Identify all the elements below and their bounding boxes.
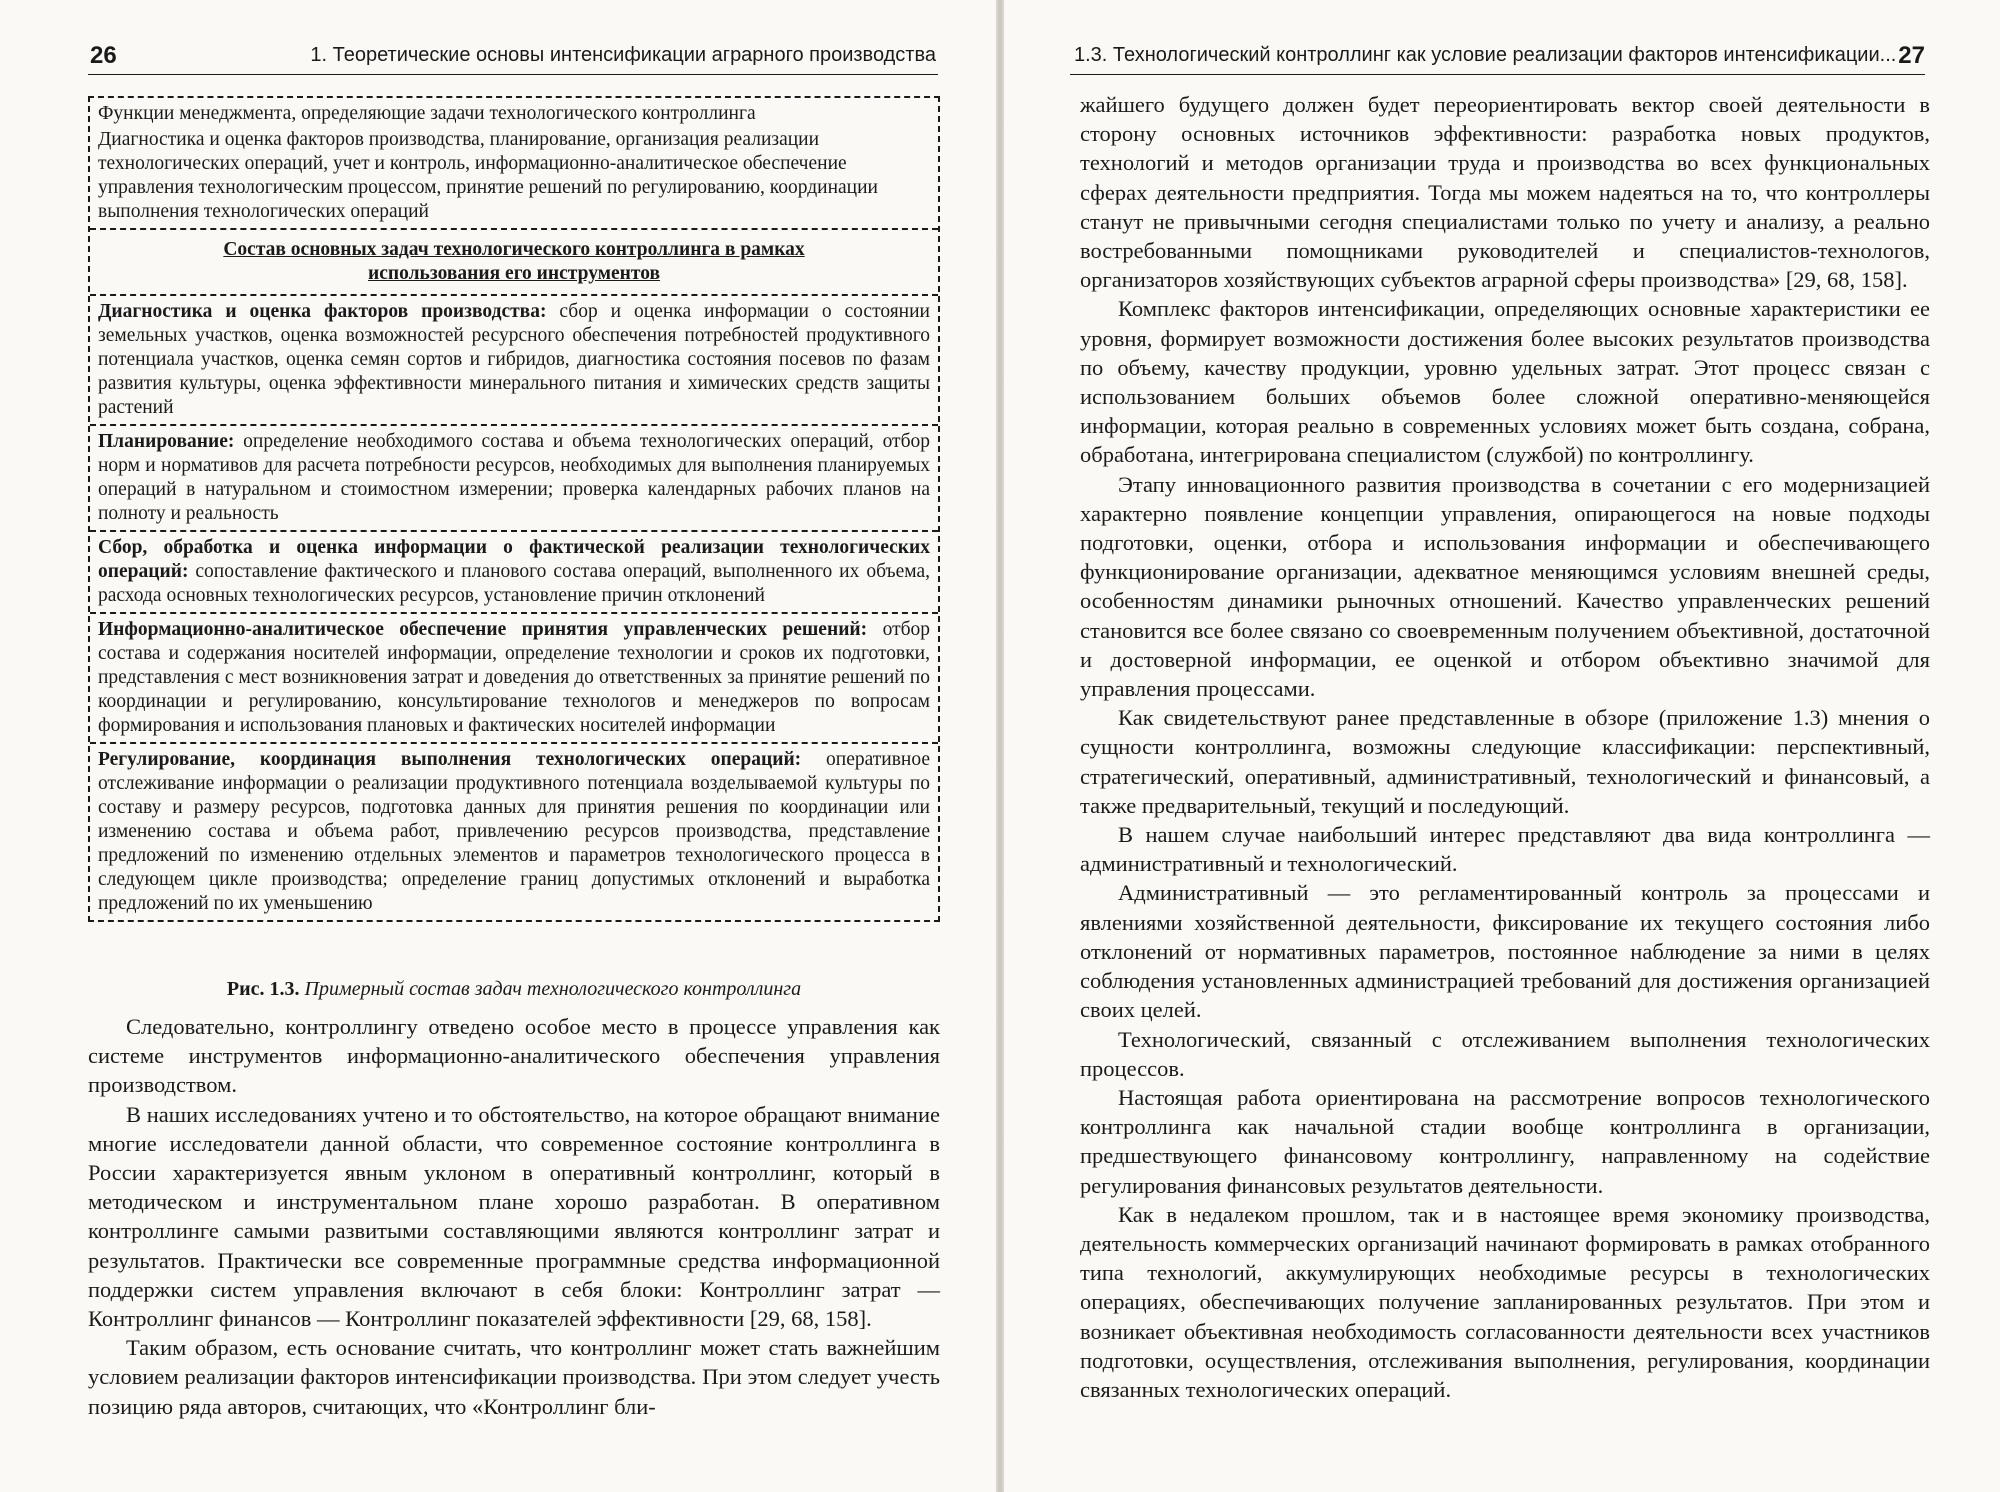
figure-caption-text: Примерный состав задач технологического контроллинга xyxy=(304,978,802,1000)
paragraph: Технологический, связанный с отслеживанием выполнения технологических процессов. xyxy=(1080,1026,1930,1081)
paragraph: Комплекс факторов интенсификации, определяющих основные характеристики ее уровня, формирует возможности достижения более высоких результатов производства по объему, качеству продукции, уровню удельных затрат. Этот процесс связан с использованием больших объемов более сложной оперативно-меняющейся информации, которая реально в современных условиях может быть создана, собрана, обработана, интегрирована специалистом (службой) по контроллингу. xyxy=(1080,296,1930,468)
header-rule xyxy=(1070,74,1925,75)
paragraph: Настоящая работа ориентирована на рассмотрение вопросов технологического контроллинга как начальной стадии вообще контроллинга в организации, предшествующего финансовому контроллингу, направленному на содействие регулирования финансовых результатов деятельности. xyxy=(1080,1084,1930,1198)
figure-caption xyxy=(88,978,940,1001)
task-item-head: Информационно-аналитическое обеспечение принятия управленческих решений: xyxy=(98,619,868,640)
task-item-text: оперативное отслеживание информации о реализации продуктивного потенциала возделываемой культуры по составу и размеру ресурсов, подготовка данных для принятия решения по координации или изменению состава и объема работ, привлечению ресурсов производства, представление предложений по изменению отдельных элементов и параметров технологического процесса в следующем цикле производства; определение границ допустимых отклонений и выработка предложений по их уменьшению xyxy=(98,749,930,914)
task-item-text: сопоставление фактического и планового состава операций, выполненного их объема, расхода основных технологических ресурсов, установление причин отклонений xyxy=(98,561,930,606)
task-item xyxy=(90,426,938,532)
paragraph: Административный — это регламентированный контроль за процессами и явлениями хозяйственной деятельности, фиксирование их текущего состояния либо отклонений от нормативных параметров, постоянное наблюдение за ними в целях соблюдения установленных администрацией требований для достижения организацией своих целей. xyxy=(1080,880,1930,1023)
task-item xyxy=(90,532,938,614)
right-page xyxy=(1004,0,2000,1492)
right-body-text xyxy=(1080,90,1930,1404)
paragraph: Как свидетельствуют ранее представленные в обзоре (приложение 1.3) мнения о сущности контроллинга, возможны следующие классификации: перспективный, стратегический, оперативный, административный, технологический и финансовый, а также предварительный, текущий и последующий. xyxy=(1080,705,1930,818)
header-rule xyxy=(88,74,938,75)
book-gutter xyxy=(996,0,1004,1492)
task-item xyxy=(90,296,938,426)
paragraph: Таким образом, есть основание считать, что контроллинг может стать важнейшим условием реализации факторов интенсификации производства. При этом следует учесть позицию ряда авторов, считающих, что «Контроллинг бли- xyxy=(88,1335,940,1419)
paragraph: жайшего будущего должен будет переориентировать вектор своей деятельности в сторону основных источников эффективности: разработка новых продуктов, технологий и методов организации труда и производства во всех функциональных сферах деятельности предприятия. Тогда мы можем надеяться на то, что контроллеры станут не привычными сегодня специалистами только по учету и анализу, а реально востребованными помощниками руководителей и специалистов-технологов, организаторов хозяйствующих субъектов аграрной сферы производства» [29, 68, 158]. xyxy=(1080,92,1930,293)
task-item xyxy=(90,614,938,744)
task-item-text: сбор и оценка информации о состоянии земельных участков, оценка возможностей ресурсного обеспечения потребностей продуктивного потенциала участков, оценка семян сортов и гибридов, диагностика состояния посевов по фазам развития культуры, оценка эффективности минерального питания и химических средств защиты растений xyxy=(98,301,930,418)
left-body-text xyxy=(88,1012,940,1421)
paragraph: Следовательно, контроллингу отведено особое место в процессе управления как системе инструментов информационно-аналитического обеспечения управления производством. xyxy=(88,1014,940,1098)
left-page xyxy=(0,0,996,1492)
paragraph: Этапу инновационного развития производства в сочетании с его модернизацией характерно появление концепции управления, опирающегося на новые подходы подготовки, оценки, отбора и использования информации и обеспечивающего функционирование организации, адекватное меняющимся условиям внешней среды, особенностям динамики рыночных отношений. Качество управленческих решений становится все более связано со своевременным получением объективной, достаточной и достоверной информации, ее оценкой и отбором объективно значимой для управления процессами. xyxy=(1080,471,1930,702)
task-item-head: Диагностика и оценка факторов производства: xyxy=(98,301,547,322)
functions-section xyxy=(90,98,938,230)
task-item-head: Планирование: xyxy=(98,431,235,452)
paragraph: В наших исследованиях учтено и то обстоятельство, на которое обращают внимание многие исследователи данной области, что современное состояние контроллинга в России характеризуется явным уклоном в оперативный контроллинг, который в методическом и инструментальном плане хорошо разработан. В оперативном контроллинге самыми развитыми составляющими являются контроллинг затрат и результатов. Практически все современные программные средства информационной поддержки систем управления включают в себя блоки: Контроллинг затрат — Контроллинг финансов — Контроллинг показателей эффективности [29, 68, 158]. xyxy=(88,1101,940,1332)
running-head: 1.3. Технологический контроллинг как условие реализации факторов интенсификации... xyxy=(1074,44,1897,66)
task-item-text: отбор состава и содержания носителей информации, определение технологии и сроков их подготовки, представления с мест возникновения затрат и доведения до ответственных за принятие решений по координации и регулированию, консультирование технологов и менеджеров по вопросам формирования и использования плановых и фактических носителей информации xyxy=(98,619,931,736)
paragraph: В нашем случае наибольший интерес представляют два вида контроллинга — административный и технологический. xyxy=(1080,822,1930,877)
tasks-title: Состав основных задач технологического контроллинга в рамках использования его инструментов xyxy=(90,230,938,296)
figure-caption-label: Рис. 1.3. xyxy=(226,978,300,1000)
functions-text: Диагностика и оценка факторов производства, планирование, организация реализации технологических операций, учет и контроль, информационно-аналитическое обеспечение управления технологическим процессом, принятие решений по регулированию, координации выполнения технологических операций xyxy=(98,129,878,222)
functions-title: Функции менеджмента, определяющие задачи технологического контроллинга xyxy=(98,103,756,124)
paragraph: Как в недалеком прошлом, так и в настоящее время экономику производства, деятельность коммерческих организаций начинают формировать в рамках отобранного типа технологий, аккумулирующих необходимые ресурсы в технологических операциях, обеспечивающих получение запланированных результатов. При этом и возникает объективная необходимость согласованности деятельности всех участников подготовки, осуществления, отслеживания выполнения, регулирования, координации связанных технологических операций. xyxy=(1080,1201,1930,1402)
task-item-text: определение необходимого состава и объема технологических операций, отбор норм и нормативов для расчета потребности ресурсов, необходимых для выполнения планируемых операций в натуральном и стоимостном измерении; проверка календарных рабочих планов на полноту и реальность xyxy=(98,431,930,524)
running-head: 1. Теоретические основы интенсификации аграрного производства xyxy=(310,44,936,66)
page-number: 27 xyxy=(1898,42,1925,69)
task-item-head: Сбор, обработка и оценка информации о фактической реализации технологических операций: xyxy=(98,537,930,582)
figure-box xyxy=(88,96,940,922)
task-item xyxy=(90,744,938,920)
task-item-head: Регулирование, координация выполнения технологических операций: xyxy=(98,749,802,770)
page-number: 26 xyxy=(90,42,117,69)
